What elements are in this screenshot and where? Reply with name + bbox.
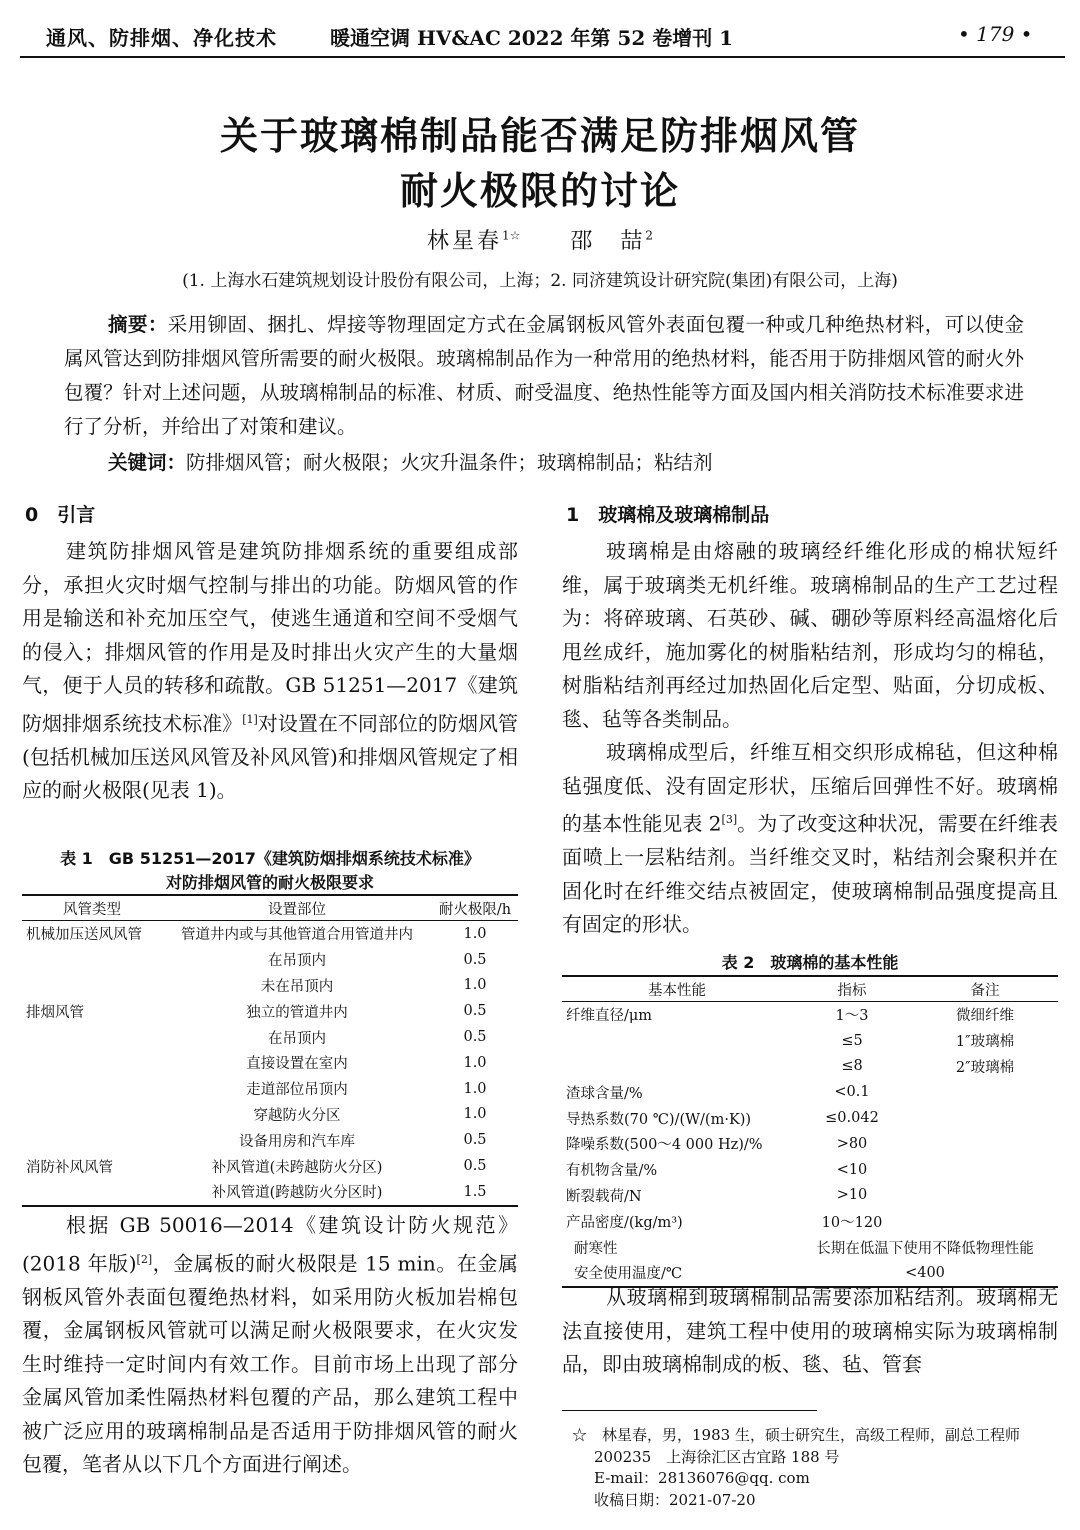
table-cell: 1.0 (463, 925, 487, 942)
citation-1: [1] (242, 712, 258, 726)
table-cell: <0.1 (834, 1084, 870, 1101)
table-row (22, 947, 518, 973)
table-cell: 机械加压送风风管 (26, 927, 142, 944)
table-cell (912, 1157, 1058, 1183)
table-row (22, 1127, 518, 1153)
para-text: 玻璃棉成型后，纤维互相交织形成棉毡，但这种棉毡强度低、没有固定形状，压缩后回弹性不好。玻璃棉的基本性能见表 2 (562, 740, 1058, 836)
table-cell: 在吊顶内 (268, 1030, 326, 1047)
author-1: 林星春 (426, 229, 502, 254)
table-cell (22, 1102, 162, 1128)
para-text: 从玻璃棉到玻璃棉制品需要添加粘结剂。玻璃棉无法直接使用，建筑工程中使用的玻璃棉实际为玻璃棉制品，即由玻璃棉制成的板、毯、毡、管套 (562, 1285, 1058, 1376)
table-row (562, 1028, 1058, 1054)
table-2-body (562, 1002, 1058, 1235)
table-cell: 长期在低温下使用不降低物理性能 (816, 1240, 1034, 1257)
section-1-para-3 (562, 1281, 1058, 1382)
table-row (562, 1002, 1058, 1028)
table-cell: 产品密度/(kg/m³) (566, 1214, 683, 1231)
table-row (562, 1234, 1058, 1260)
abstract (64, 308, 1024, 444)
section-1-para-1: 玻璃棉是由熔融的玻璃经纤维化形成的棉状短纤维，属于玻璃类无机纤维。玻璃棉制品的生产工艺过程为：将碎玻璃、石英砂、碱、硼砂等原料经高温熔化后甩丝成纤，施加雾化的树脂粘结剂，形成均匀的棉毡，树脂粘结剂再经过加热固化后定型、贴面，分切成板、毯、毡等各类制品。 (562, 539, 1058, 731)
keywords-label: 关键词： (108, 451, 187, 474)
running-header-section: 通风、防排烟、净化技术 (46, 26, 277, 50)
table-cell: 10～120 (821, 1214, 883, 1231)
table-1-body (22, 921, 518, 1206)
table-cell: 0.5 (463, 1158, 487, 1175)
section-1-heading: 1 玻璃棉及玻璃棉制品 (566, 504, 770, 526)
table-cell (912, 1183, 1058, 1209)
table-1 (22, 894, 518, 1207)
section-0-para-2 (22, 1209, 518, 1482)
table-cell: 排烟风管 (26, 1004, 84, 1021)
table-cell (562, 1054, 792, 1080)
table-cell: 1.5 (463, 1183, 487, 1200)
table-cell: 补风管道(跨越防火分区时) (211, 1185, 383, 1202)
affiliations: (1. 上海水石建筑规划设计股份有限公司，上海；2. 同济建筑设计研究院(集团)有限公司，上海) (182, 271, 898, 291)
table-cell: 1.0 (463, 1054, 487, 1071)
keywords (108, 446, 713, 480)
table-cell: 渣球含量/% (566, 1085, 643, 1102)
table-cell (22, 1127, 162, 1153)
author-2: 邵 喆 (570, 229, 646, 254)
table-cell (562, 1028, 792, 1054)
table-cell: 直接设置在室内 (246, 1056, 348, 1073)
author-2-mark: 2 (645, 228, 654, 243)
abstract-text: 采用铆固、捆扎、焊接等物理固定方式在金属钢板风管外表面包覆一种或几种绝热材料，可以使金属风管达到防排烟风管所需要的耐火极限。玻璃棉制品作为一种常用的绝热材料，能否用于防排烟风管的耐火外包覆？针对上述问题，从玻璃棉制品的标准、材质、耐受温度、绝热性能等方面及国内相关消防技术标准要求进行了分析，并给出了对策和建议。 (64, 313, 1024, 438)
table-cell: 0.5 (463, 1132, 487, 1149)
table-2-header: 指标 (792, 976, 912, 1002)
table-cell: 导热系数(70 ℃)/(W/(m·K)) (566, 1111, 752, 1128)
section-0-heading: 0 引言 (25, 504, 96, 526)
table-row (22, 998, 518, 1024)
table-2 (562, 975, 1058, 1288)
table-cell: 0.5 (463, 951, 487, 968)
table-row (22, 1076, 518, 1102)
table-2-caption: 表 2 玻璃棉的基本性能 (721, 953, 899, 972)
footnote-line: 收稿日期：2021-07-20 (594, 1490, 756, 1509)
table-cell: 管道井内或与其他管道合用管道井内 (181, 927, 413, 944)
section-0-para-1 (22, 535, 518, 808)
table-cell: 耐寒性 (574, 1240, 618, 1257)
header-rule (20, 56, 1065, 58)
table-cell (22, 947, 162, 973)
table-row (22, 1102, 518, 1128)
running-header-journal: 暖通空调 HV&AC 2022 年第 52 卷增刊 1 (330, 26, 734, 50)
table-cell: 消防补风风管 (26, 1159, 113, 1176)
table-1-header: 耐火极限/h (432, 895, 518, 921)
table-row (22, 1153, 518, 1179)
table-cell: >80 (836, 1135, 868, 1152)
table-cell: <10 (836, 1161, 868, 1178)
table-2-header: 基本性能 (562, 976, 792, 1002)
table-cell (22, 973, 162, 999)
table-cell: 补风管道(未跨越防火分区) (211, 1159, 383, 1176)
table-cell: 走道部位吊顶内 (246, 1082, 348, 1099)
table-cell: ≤8 (841, 1058, 863, 1075)
table-cell: 有机物含量/% (566, 1163, 658, 1180)
table-row (562, 1208, 1058, 1234)
table-cell: 1.0 (463, 1106, 487, 1123)
paper-title-line1: 关于玻璃棉制品能否满足防排烟风管 (219, 114, 860, 158)
table-2-header: 备注 (912, 976, 1058, 1002)
table-1-header: 风管类型 (22, 895, 162, 921)
table-cell: 纤维直径/μm (566, 1008, 653, 1025)
table-cell: 降噪系数(500～4 000 Hz)/% (566, 1137, 763, 1154)
table-cell (912, 1079, 1058, 1105)
author-footnote (572, 1425, 1020, 1511)
para-text: ，金属板的耐火极限是 15 min。在金属钢板风管外表面包覆绝热材料，如采用防火板加岩棉包覆，金属钢板风管就可以满足耐火极限要求，在火灾发生时维持一定时间内有效工作。目前市场上出现了部分金属风管加柔性隔热材料包覆的产品，那么建筑工程中被广泛应用的玻璃棉制品是否适用于防排烟风管的耐火包覆，笔者从以下几个方面进行阐述。 (22, 1251, 518, 1477)
table-cell (912, 1131, 1058, 1157)
para-text: 对设置在不同部位的防烟风管(包括机械加压送风风管及补风风管)和排烟风管规定了相应的耐火极限(见表 1)。 (22, 711, 519, 803)
table-cell: 独立的管道井内 (246, 1004, 348, 1021)
para-text: 。为了改变这种状况，需要在纤维表面喷上一层粘结剂。当纤维交叉时，粘结剂会聚积并在固化时在纤维交结点被固定，使玻璃棉制品强度提高且有固定的形状。 (562, 811, 1058, 937)
table-row (562, 1054, 1058, 1080)
keywords-text: 防排烟风管；耐火极限；火灾升温条件；玻璃棉制品；粘结剂 (186, 451, 713, 474)
citation-3: [3] (721, 813, 738, 826)
section-1-para-2 (562, 736, 1058, 942)
abstract-label: 摘要： (108, 313, 168, 336)
table-cell: 1.0 (463, 1080, 487, 1097)
para-text: 建筑防排烟风管是建筑防排烟系统的重要组成部分，承担火灾时烟气控制与排出的功能。防烟风管的作用是输送和补充加压空气，使逃生通道和空间不受烟气的侵入；排烟风管的作用是及时排出火灾产生的大量烟气，便于人员的转移和疏散。GB 51251—2017《建筑防烟排烟系统技术标准》 (22, 539, 518, 736)
table-cell: 未在吊顶内 (260, 978, 334, 995)
table-cell: 0.5 (463, 1029, 487, 1046)
table-cell (22, 1179, 162, 1206)
table-cell: ≤0.042 (825, 1110, 879, 1127)
footnote-line: E-mail：28136076@qq. com (594, 1469, 810, 1487)
table-row (22, 973, 518, 999)
table-row (22, 1179, 518, 1206)
author-line (0, 224, 1080, 255)
table-cell: 设备用房和汽车库 (239, 1133, 355, 1150)
table-row (562, 1105, 1058, 1131)
table-cell: 2″玻璃棉 (955, 1059, 1015, 1076)
table-cell: 断裂载荷/N (566, 1188, 642, 1205)
table-row (562, 1183, 1058, 1209)
table-1-caption-line2: 对防排烟风管的耐火极限要求 (165, 873, 374, 892)
table-cell: ≤5 (841, 1032, 863, 1049)
footnote-line: ☆ 林星春，男，1983 生，硕士研究生，高级工程师，副总工程师 (572, 1426, 1020, 1444)
footnote-rule (562, 1410, 817, 1411)
table-row (22, 1050, 518, 1076)
page-number: • 179 • (958, 22, 1033, 46)
table-cell: 穿越防火分区 (253, 1107, 341, 1124)
table-cell: 在吊顶内 (268, 953, 326, 970)
section-1-paras (562, 535, 1058, 942)
table-cell (912, 1105, 1058, 1131)
table-1-header: 设置部位 (162, 895, 432, 921)
para-text: 根据 GB 50016—2014《建筑设计防火规范》(2018 年版) (22, 1213, 518, 1276)
footnote-line: 200235 上海徐汇区古宜路 188 号 (594, 1447, 840, 1466)
author-1-mark: 1☆ (501, 228, 521, 243)
table-cell (22, 1024, 162, 1050)
table-row (562, 1131, 1058, 1157)
table-cell (912, 1208, 1058, 1234)
table-cell: >10 (836, 1187, 868, 1204)
citation-2: [2] (136, 1252, 153, 1266)
table-row (22, 1024, 518, 1050)
table-cell: 0.5 (463, 1003, 487, 1020)
table-1-caption-line1: 表 1 GB 51251—2017《建筑防烟排烟系统技术标准》 (60, 849, 480, 868)
table-row (562, 1157, 1058, 1183)
paper-title-line2: 耐火极限的讨论 (399, 169, 680, 213)
table-row (22, 921, 518, 947)
table-cell: 1～3 (835, 1008, 869, 1025)
table-cell: 1.0 (463, 977, 487, 994)
table-cell: <400 (905, 1264, 945, 1281)
table-row (562, 1079, 1058, 1105)
table-cell (22, 1050, 162, 1076)
table-cell: 1″玻璃棉 (955, 1034, 1015, 1051)
table-cell: 安全使用温度/℃ (574, 1266, 683, 1283)
table-cell: 微细纤维 (956, 1008, 1014, 1025)
table-cell (22, 1076, 162, 1102)
